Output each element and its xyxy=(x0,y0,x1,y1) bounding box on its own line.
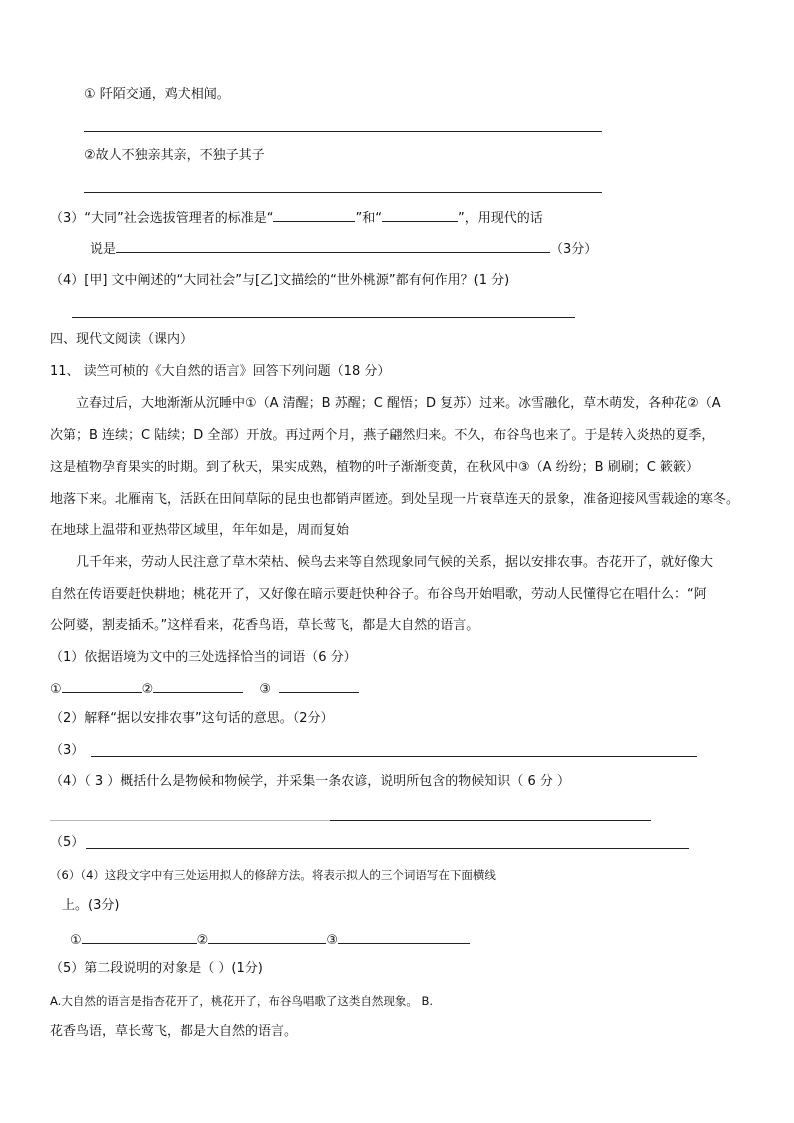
q6-answers xyxy=(70,929,470,950)
passage-line: 自然在传语要赶快耕地；桃花开了，又好像在暗示要赶快种谷子。布谷鸟开始唱歌，劳动人民懂得它在唱什么：“阿 xyxy=(50,587,707,602)
question-5b: （5）第二段说明的对象是（ ）(1分) xyxy=(50,961,263,976)
marker-3: ③ xyxy=(259,682,271,697)
marker-3: ③ xyxy=(326,933,338,948)
q10-3-mid: ”和“ xyxy=(355,211,382,226)
q10-3-say-line xyxy=(90,238,597,259)
marker-2: ② xyxy=(196,933,209,948)
answer-line[interactable] xyxy=(91,756,697,757)
answer-line[interactable] xyxy=(330,820,651,821)
q10-4: （4）[甲] 文中阐述的“大同社会”与[乙]文描绘的“世外桃源”都有何作用？(1 分) xyxy=(50,273,510,288)
q10-3-say: 说是 xyxy=(90,242,117,257)
question-6: （6）（4）这段文字中有三处运用拟人的修辞方法。将表示拟人的三个词语写在下面横线 xyxy=(50,868,496,882)
q10-item2: ②故人不独亲其亲，不独子其子 xyxy=(84,148,265,163)
answer-blank[interactable] xyxy=(116,238,550,253)
passage-line: 这是植物孕育果实的时期。到了秋天，果实成熟，植物的叶子渐渐变黄，在秋风中③（A 纷纷；B 刷刷；C 簌簌） xyxy=(50,460,699,475)
answer-blank[interactable] xyxy=(382,207,458,222)
passage-line: 地落下来。北雁南飞，活跃在田间草际的昆虫也都销声匿迹。到处呈现一片衰草连天的景象，准备迎接风雪载途的寒冬。 xyxy=(50,492,740,507)
answer-line[interactable] xyxy=(86,848,689,849)
answer-line[interactable] xyxy=(50,820,330,821)
answer-blank[interactable] xyxy=(208,929,326,944)
answer-line[interactable] xyxy=(72,317,575,318)
answer-blank[interactable] xyxy=(279,678,359,693)
question-1: （1）依据语境为文中的三处选择恰当的词语（6 分） xyxy=(50,650,357,665)
passage-line: 公阿婆，割麦插禾。”这样看来，花香鸟语，草长莺飞，都是大自然的语言。 xyxy=(50,618,480,633)
marker-1: ① xyxy=(70,933,82,948)
q10-3-part2: ”，用现代的话 xyxy=(457,211,543,226)
question-2: （2）解释“据以安排农事”这句话的意思。（2分） xyxy=(50,711,334,726)
question-4: （4）（ 3 ）概括什么是物候和物候学，并采集一条农谚，说明所包含的物候知识（ 6 分 ） xyxy=(50,774,570,789)
answer-blank[interactable] xyxy=(338,929,470,944)
passage-line: 立春过后，大地渐渐从沉睡中①（A 清醒；B 苏醒；C 醒悟；D 复苏）过来。冰雪融化，草木萌发，各种花②（A xyxy=(76,396,721,411)
q1-answers xyxy=(50,678,359,699)
answer-blank[interactable] xyxy=(153,678,243,693)
section-heading: 四、现代文阅读（课内） xyxy=(50,332,194,347)
question-3-label: （3） xyxy=(50,743,85,758)
question-6-cont: 上。(3分) xyxy=(62,898,120,913)
marker-2: ② xyxy=(141,682,154,697)
q10-3-score: （3分） xyxy=(550,242,598,257)
q11-title: 11、 读竺可桢的《大自然的语言》回答下列问题（18 分） xyxy=(50,364,391,379)
answer-blank[interactable] xyxy=(82,929,197,944)
option-a: A.大自然的语言是指杏花开了，桃花开了，布谷鸟唱歌了这类自然现象。 B. xyxy=(50,994,434,1008)
passage-line: 几千年来，劳动人民注意了草木荣枯、候鸟去来等自然现象同气候的关系，据以安排农事。杏花开了，就好像大 xyxy=(76,555,714,570)
q10-item1: ① 阡陌交通，鸡犬相闻。 xyxy=(84,87,230,102)
q10-3 xyxy=(50,207,543,228)
passage-line: 次第；B 连续；C 陆续；D 全部）开放。再过两个月，燕子翩然归来。不久，布谷鸟也来了。于是转入炎热的夏季， xyxy=(50,428,715,443)
question-5-label: （5） xyxy=(50,835,85,850)
marker-1: ① xyxy=(50,682,62,697)
answer-line[interactable] xyxy=(84,192,602,193)
answer-blank[interactable] xyxy=(62,678,142,693)
answer-blank[interactable] xyxy=(273,207,355,222)
passage-line: 在地球上温带和亚热带区域里，年年如是，周而复始 xyxy=(50,523,350,538)
option-b: 花香鸟语，草长莺飞，都是大自然的语言。 xyxy=(50,1024,298,1039)
q10-3-part1: （3）“大同”社会选拔管理者的标准是“ xyxy=(50,211,274,226)
answer-line[interactable] xyxy=(84,131,602,132)
